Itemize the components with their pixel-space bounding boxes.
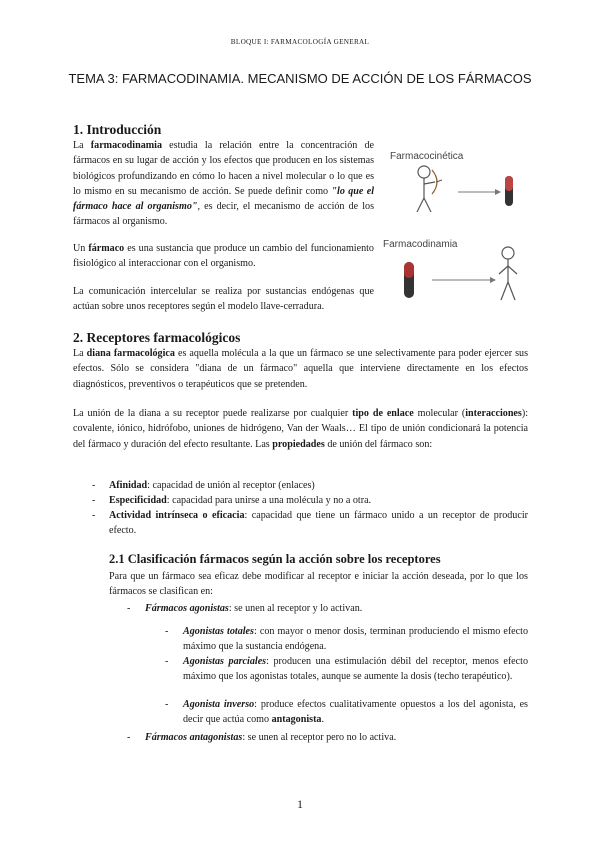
section-1-heading: 1. Introducción — [73, 122, 162, 137]
list-bullet: - — [165, 656, 169, 667]
list-bullet: - — [165, 699, 169, 710]
agonista-inverso-item: Agonista inverso: produce efectos cualitativamente opuestos a los del agonista, es decir que actúa como antagonista. — [183, 699, 528, 726]
farmaco-definition: Un fármaco es una sustancia que produce un cambio del funcionamiento fisiológico al interaccionar con el organismo. — [73, 243, 374, 270]
section-2-heading: 2. Receptores farmacológicos — [73, 330, 241, 345]
property-afinidad: Afinidad: capacidad de unión al receptor (enlaces) — [109, 480, 315, 491]
list-bullet: - — [92, 480, 96, 491]
figure-drawing — [380, 140, 530, 315]
diana-paragraph: La diana farmacológica es aquella molécula a la que un fármaco se une selectivamente para poder ejercer sus efectos. Sólo se considera "diana de un fármaco" aquella que interviene directamente en los efectos diagnósticos, preventivos o terapéuticos que se pretenden. — [73, 348, 529, 390]
page-title: TEMA 3: FARMACODINAMIA. MECANISMO DE ACCIÓN DE LOS FÁRMACOS — [68, 71, 532, 86]
union-paragraph: La unión de la diana a su receptor puede realizarse por cualquier tipo de enlace molecular (interacciones): covalente, iónico, hidrófobo, uniones de hidrógeno, Van der Waals… El tipo de unión condicionará la potencia del fármaco y duración del efecto resultante. Las propiedades de unión del fármaco son: — [73, 408, 529, 450]
running-header: BLOQUE I: FARMACOLOGÍA GENERAL — [230, 38, 370, 46]
section-2-1-heading: 2.1 Clasificación fármacos según la acción sobre los receptores — [109, 552, 441, 566]
pharmacology-figure — [380, 140, 530, 315]
figure-label-farmacocinetica: Farmacocinética — [390, 151, 464, 162]
list-bullet: - — [127, 732, 131, 743]
agonistas-totales-item: Agonistas totales: con mayor o menor dosis, terminan produciendo el mismo efecto máximo que la sustancia endógena. — [183, 626, 528, 653]
property-especificidad: Especificidad: capacidad para unirse a una molécula y no a otra. — [109, 495, 372, 506]
capsule-bottom — [404, 262, 414, 298]
list-bullet: - — [165, 626, 169, 637]
page-number: 1 — [297, 797, 303, 811]
classification-intro: Para que un fármaco sea eficaz debe modificar al receptor e iniciar la acción deseada, por lo que los fármacos se clasifican en: — [109, 571, 528, 598]
stick-figure-top — [417, 166, 437, 212]
agonistas-parciales-item: Agonistas parciales: producen una estimulación débil del receptor, menos efecto máximo que los agonistas totales, aunque se aumente la dosis (techo terapéutico). — [183, 656, 528, 683]
agonistas-item: Fármacos agonistas: se unen al receptor y lo activan. — [145, 603, 363, 614]
list-bullet: - — [127, 603, 131, 614]
capsule-top — [505, 176, 513, 206]
stick-figure-bottom — [499, 247, 517, 300]
intro-paragraph: La farmacodinamia estudia la relación entre la concentración de fármacos en su lugar de acción y los efectos que producen en los sistemas biológicos profundizando en cómo lo hacen a nivel molecular o lo que es lo mismo en su mecanismo de acción. Se puede definir como "lo que el fármaco hace al organismo", es decir, el mecanismo de acción de los fármacos al organismo. — [73, 140, 374, 228]
property-eficacia: Actividad intrínseca o eficacia: capacidad que tiene un fármaco unido a un receptor de producir efecto. — [109, 510, 528, 537]
list-bullet: - — [92, 495, 96, 506]
figure-label-farmacodinamia: Farmacodinamia — [383, 239, 458, 250]
list-bullet: - — [92, 510, 96, 521]
communication-paragraph: La comunicación intercelular se realiza por sustancias endógenas que actúan sobre unos receptores según el modelo llave-cerradura. — [73, 286, 374, 313]
antagonistas-item: Fármacos antagonistas: se unen al receptor pero no lo activa. — [145, 732, 397, 743]
